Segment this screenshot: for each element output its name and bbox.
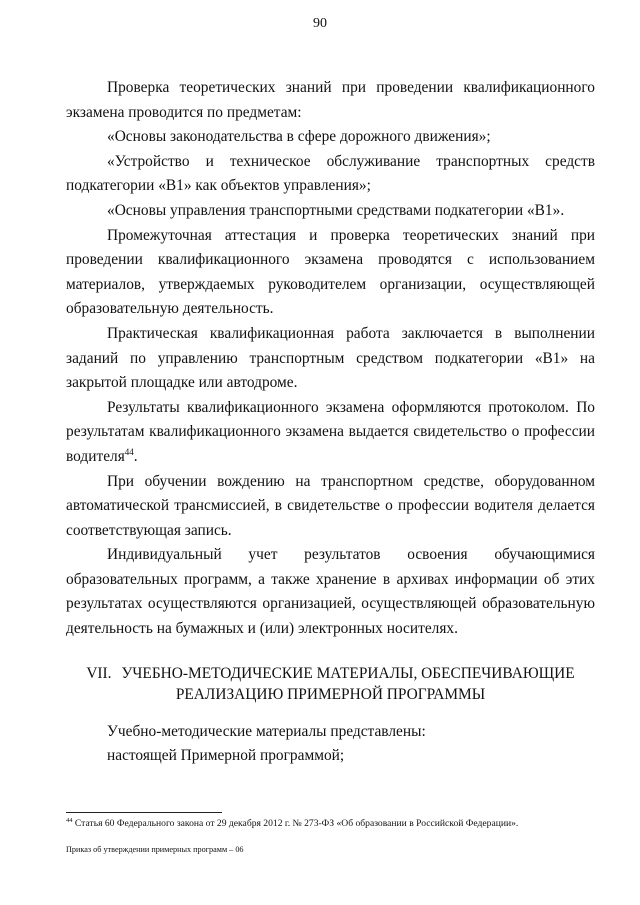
page-footer: Приказ об утверждении примерных программ – 06 xyxy=(66,845,244,854)
section-title-line-1: УЧЕБНО-МЕТОДИЧЕСКИЕ МАТЕРИАЛЫ, ОБЕСПЕЧИВАЮЩИЕ xyxy=(121,664,575,682)
exam-results-text: Результаты квалификационного экзамена оформляются протоколом. По результатам квалификационного экзамена выдается свидетельство о профессии водителя xyxy=(66,398,595,465)
paragraph-practical-work: Практическая квалификационная работа заключается в выполнении заданий по управлению транспортным средством подкатегории «В1» на закрытой площадке или автодроме. xyxy=(66,324,595,392)
paragraph-materials-intro: Учебно-методические материалы представлены: xyxy=(107,722,426,740)
paragraph-exam-results xyxy=(66,396,595,470)
document-body xyxy=(66,76,595,769)
paragraph-individual-records: Индивидуальный учет результатов освоения обучающимися образовательных программ, а также хранение в архивах информации об этих результатах осуществляются организацией, осуществляющей образовательную деятельность на бумажных и (или) электронных носителях. xyxy=(66,546,595,638)
exam-results-period: . xyxy=(133,447,138,465)
paragraph-exam-subjects: Проверка теоретических знаний при проведении квалификационного экзамена проводится по предметам: xyxy=(66,79,595,121)
section-heading xyxy=(66,663,595,705)
footnote-text: Статья 60 Федерального закона от 29 декабря 2012 г. № 273-ФЗ «Об образовании в Российской Федерации». xyxy=(74,818,519,829)
section-title-line-2: РЕАЛИЗАЦИЮ ПРИМЕРНОЙ ПРОГРАММЫ xyxy=(175,685,486,703)
paragraph-materials-program: настоящей Примерной программой; xyxy=(107,747,345,765)
footnote xyxy=(66,818,606,830)
paragraph-intermediate-attestation: Промежуточная аттестация и проверка теоретических знаний при проведении квалификационного экзамена проводятся с использованием материалов, утверждаемых руководителем организации, осуществляющей образовательную деятельность. xyxy=(66,226,595,318)
footnote-divider xyxy=(66,812,222,813)
paragraph-subject-vehicle-maintenance: «Устройство и техническое обслуживание транспортных средств подкатегории «В1» как объектов управления»; xyxy=(66,152,595,195)
page-number: 90 xyxy=(313,16,327,31)
paragraph-automatic-transmission: При обучении вождению на транспортном средстве, оборудованном автоматической трансмиссией, в свидетельстве о профессии водителя делается соответствующая запись. xyxy=(66,472,595,539)
paragraph-subject-vehicle-control: «Основы управления транспортными средствами подкатегории «В1». xyxy=(107,201,565,219)
section-number: VII. xyxy=(86,664,112,682)
footnote-reference: 44 xyxy=(124,446,134,457)
footnote-number: 44 xyxy=(66,816,73,824)
paragraph-subject-legislation: «Основы законодательства в сфере дорожного движения»; xyxy=(107,128,491,146)
